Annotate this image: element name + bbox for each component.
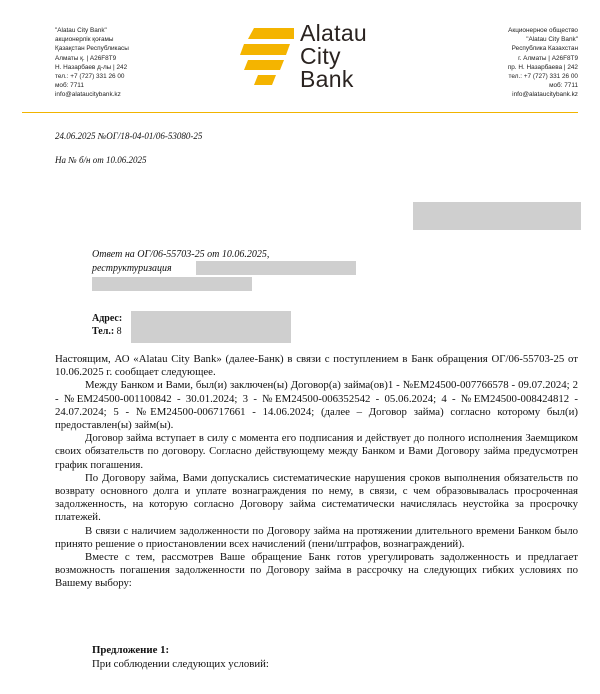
bank-logo-mark-icon <box>240 26 296 88</box>
body-paragraph: Между Банком и Вами, был(и) заключен(ы) Договор(а) займа(ов)1 - №EM24500-007766578 - 09.07.2024; 2 - №EM24500-001100842 - 30.01.2024; 3 - №EM24500-006352542 - 05.06.2024; 4 - №EM24500-008424812 - 24.07.2024; 5 - №EM24500-006717661 - 14.06.2024; (далее – Договор займа) согласно которому был(и) предоставлен(ы) займ(ы). <box>55 379 578 432</box>
offer-title: Предложение 1: <box>92 644 170 656</box>
header-right-line: Акционерное общество <box>508 27 578 34</box>
logo-line: Bank <box>300 66 354 92</box>
body-paragraph: По Договору займа, Вами допускались систематические нарушения сроков выполнения обязательств по возврату основного долга и уплате вознаграждения по нему, в связи, с чем образовывалась просроченная задолженность, на которую согласно Договору займа систематически начислялась неустойка за просрочку платежей. <box>55 471 578 524</box>
redacted-recipient <box>413 202 581 230</box>
body-paragraph: В связи с наличием задолженности по Договору займа на протяжении длительного времени Банком было принято решение о приостановлении всех начислений (пени/штрафов, вознаграждений). <box>55 524 578 550</box>
body-paragraph: Вместе с тем, рассмотрев Ваше обращение Банк готов урегулировать задолженность и предлагает возможность погашения задолженности по Договору займа в рассрочку на следующих гибких условиях по Вашему выбору: <box>55 551 578 590</box>
incoming-reference: На № б/н от 10.06.2025 <box>55 155 147 165</box>
header-left-address <box>55 26 175 100</box>
header-right-line: Республика Казахстан <box>511 45 578 53</box>
header-left-line: тел.: +7 (727) 331 26 00 <box>55 73 125 81</box>
answer-line: Ответ на ОГ/06-55703-25 от 10.06.2025, <box>92 249 270 260</box>
header-divider <box>22 112 578 113</box>
body-paragraph: Договор займа вступает в силу с момента его подписания и действует до полного исполнения Заемщиком своих обязательств по договору. Согласно действующему между Банком и Вами Договору займа предусмотрен график погашения. <box>55 432 578 471</box>
header-left-line: Қазақстан Республикасы <box>55 45 129 53</box>
header-left-line: акционерлік қоғамы <box>55 36 114 44</box>
body-paragraph: Настоящим, АО «Alatau City Bank» (далее-Банк) в связи с поступлением в Банк обращения ОГ/06-55703-25 от 10.06.2025 г. сообщает следующее. <box>55 353 578 379</box>
header-right-line: моб: 7711 <box>549 82 578 90</box>
offer-subtitle: При соблюдении следующих условий: <box>92 658 269 670</box>
header-left-line: info@alataucitybank.kz <box>55 91 121 99</box>
header-right-address <box>448 26 578 100</box>
bank-logo <box>240 20 395 102</box>
header-right-line: пр. Н. Назарбаева | 242 <box>507 63 578 71</box>
header-right-line: г. Алматы | A26F8T9 <box>518 54 578 62</box>
phone-label: Тел.: <box>92 326 115 337</box>
header-left-line: Алматы қ. | A26F8T9 <box>55 54 117 62</box>
redacted-subject-part <box>92 277 252 291</box>
logo-line: City <box>300 43 341 69</box>
phone-value: 8 <box>116 326 122 337</box>
answer-line: реструктуризация <box>92 263 172 274</box>
header-right-line: "Alatau City Bank" <box>526 36 578 44</box>
header-right-line: info@alataucitybank.kz <box>512 91 578 99</box>
header-left-line: моб: 7711 <box>55 82 84 90</box>
bank-logo-wordmark <box>300 22 367 91</box>
header-right-line: тел.: +7 (727) 331 26 00 <box>508 73 578 81</box>
header-left-line: Н. Назарбаев д-лы | 242 <box>55 63 128 71</box>
contact-block <box>92 312 122 338</box>
logo-line: Alatau <box>300 20 368 46</box>
address-label: Адрес: <box>92 313 123 324</box>
offer-section <box>92 643 269 671</box>
redacted-contact <box>131 311 291 343</box>
outgoing-reference: 24.06.2025 №ОГ/18-04-01/06-53080-25 <box>55 131 203 141</box>
header-left-line: "Alatau City Bank" <box>55 27 107 34</box>
redacted-subject-part <box>196 261 356 275</box>
letter-body <box>55 353 578 591</box>
